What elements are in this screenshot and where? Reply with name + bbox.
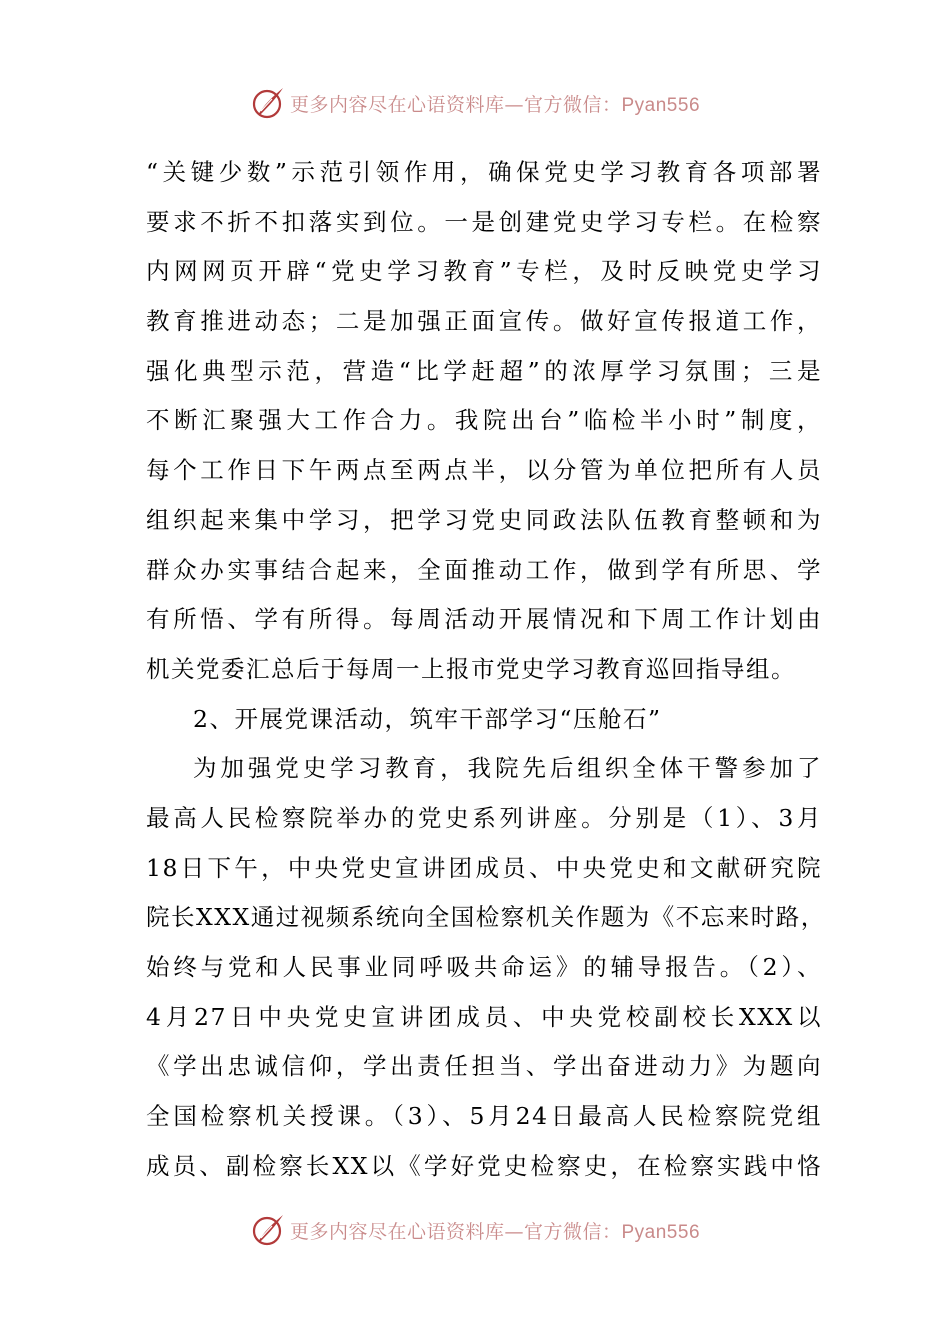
text-line: 成员、副检察长XX以《学好党史检察史，在检察实践中恪 [146, 1151, 822, 1180]
text-line: 强化典型示范，营造“比学赶超”的浓厚学习氛围；三是 [146, 356, 822, 385]
document-body [146, 148, 826, 1191]
text-line: 群众办实事结合起来，全面推动工作，做到学有所思、学 [146, 555, 822, 584]
text-line: 教育推进动态；二是加强正面宣传。做好宣传报道工作， [146, 307, 822, 336]
text-line: 院长XXX通过视频系统向全国检察机关作题为《不忘来时路， [146, 903, 826, 932]
text-line: “关键少数”示范引领作用，确保党史学习教育各项部署 [146, 158, 822, 186]
text-line: 为加强党史学习教育，我院先后组织全体干警参加了 [193, 754, 822, 783]
text-line: 最高人民检察院举办的党史系列讲座。分别是（1）、3月 [146, 803, 822, 832]
quill-logo-icon [250, 85, 286, 121]
header-watermark [0, 83, 950, 123]
text-line: 全国检察机关授课。（3）、5月24日最高人民检察院党组 [146, 1102, 822, 1131]
text-line: 组织起来集中学习，把学习党史同政法队伍教育整顿和为 [146, 505, 822, 534]
footer-watermark [0, 1210, 950, 1250]
text-line: 每个工作日下午两点至两点半，以分管为单位把所有人员 [146, 456, 822, 485]
text-line: 有所悟、学有所得。每周活动开展情况和下周工作计划由 [146, 605, 822, 634]
paragraph-1 [146, 148, 822, 695]
text-line: 《学出忠诚信仰，学出责任担当、学出奋进动力》为题向 [146, 1052, 822, 1081]
watermark-text: 更多内容尽在心语资料库—官方微信：Pyan556 [289, 1220, 701, 1243]
watermark-text: 更多内容尽在心语资料库—官方微信：Pyan556 [289, 93, 701, 116]
text-line: 4月27日中央党史宣讲团成员、中央党校副校长XXX以 [146, 1002, 822, 1031]
text-line: 不断汇聚强大工作合力。我院出台”临检半小时”制度， [146, 406, 822, 435]
text-line: 机关党委汇总后于每周一上报市党史学习教育巡回指导组。 [146, 654, 796, 683]
quill-logo-icon [250, 1212, 286, 1248]
text-line: 要求不折不扣落实到位。一是创建党史学习专栏。在检察 [146, 207, 822, 236]
text-line: 内网网页开辟“党史学习教育”专栏，及时反映党史学习 [146, 257, 822, 286]
paragraph-2 [146, 744, 826, 1191]
section-heading: 2、开展党课活动，筑牢干部学习“压舱石” [193, 704, 662, 733]
text-line: 18日下午，中央党史宣讲团成员、中央党史和文献研究院 [146, 853, 822, 882]
text-line: 始终与党和人民事业同呼吸共命运》的辅导报告。（2）、 [146, 953, 822, 981]
